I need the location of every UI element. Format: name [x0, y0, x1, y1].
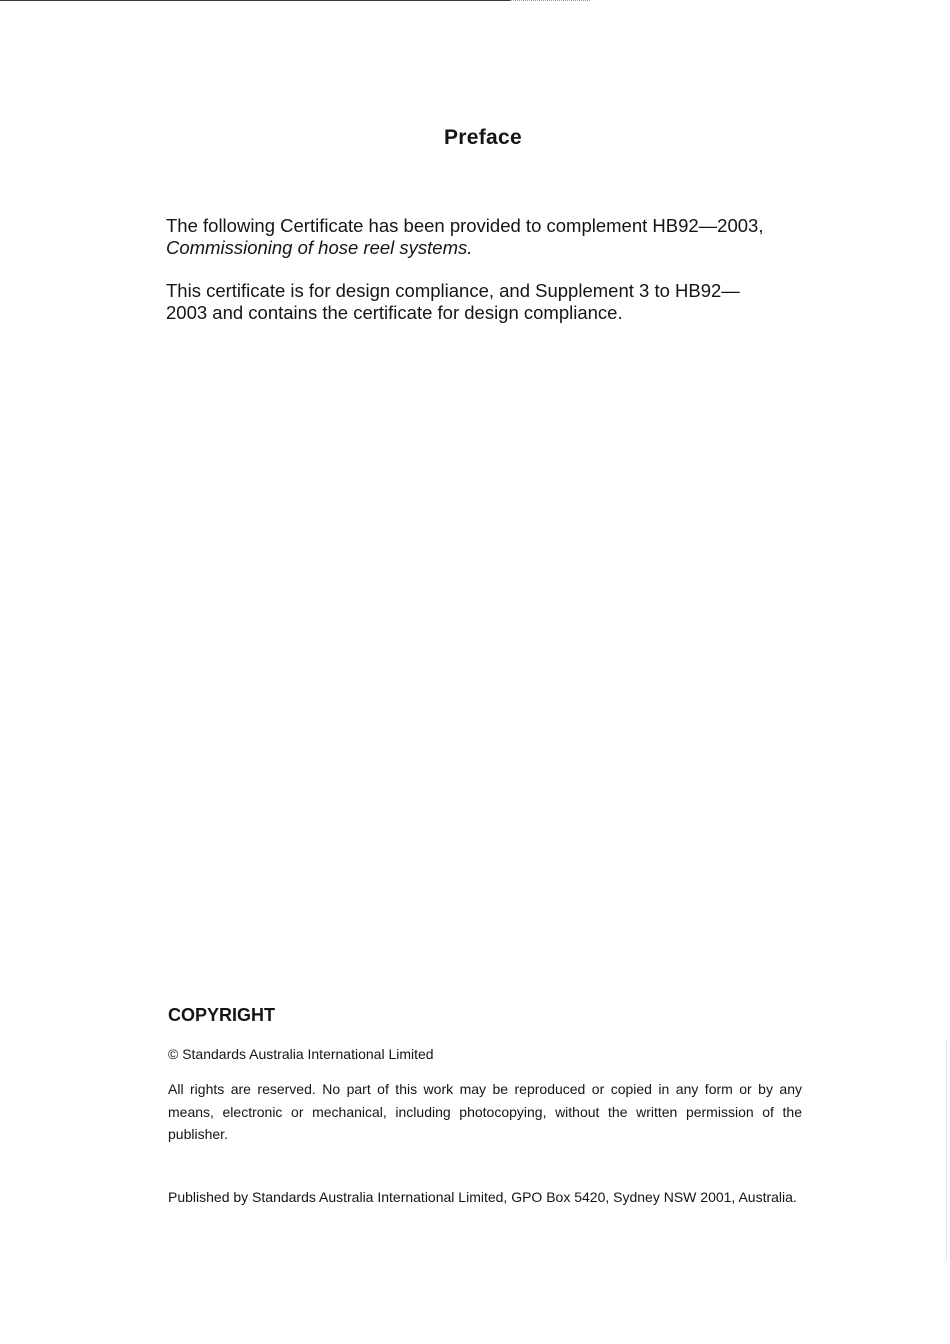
publisher-address: Published by Standards Australia International Limited, GPO Box 5420, Sydney NSW 2001, Australia.	[168, 1189, 797, 1205]
scan-top-border	[0, 0, 510, 1]
preface-paragraph-2: This certificate is for design compliance, and Supplement 3 to HB92—2003 and contains the certificate for design compliance.	[166, 280, 740, 323]
copyright-owner: © Standards Australia International Limited	[168, 1046, 434, 1062]
preface-paragraph-1-title: Commissioning of hose reel systems.	[166, 237, 473, 258]
copyright-rights-statement: All rights are reserved. No part of this work may be reproduced or copied in any form or by any means, electronic or mechanical, including photocopying, without the written permission of the publisher.	[168, 1081, 802, 1142]
copyright-heading: COPYRIGHT	[168, 1005, 276, 1025]
scan-top-speckle	[510, 0, 590, 2]
scan-right-speckle	[946, 1040, 948, 1260]
page-title: Preface	[444, 126, 522, 149]
preface-paragraph-1-text: The following Certificate has been provided to complement HB92—2003,	[166, 215, 764, 236]
preface-paragraph-1	[166, 215, 766, 259]
